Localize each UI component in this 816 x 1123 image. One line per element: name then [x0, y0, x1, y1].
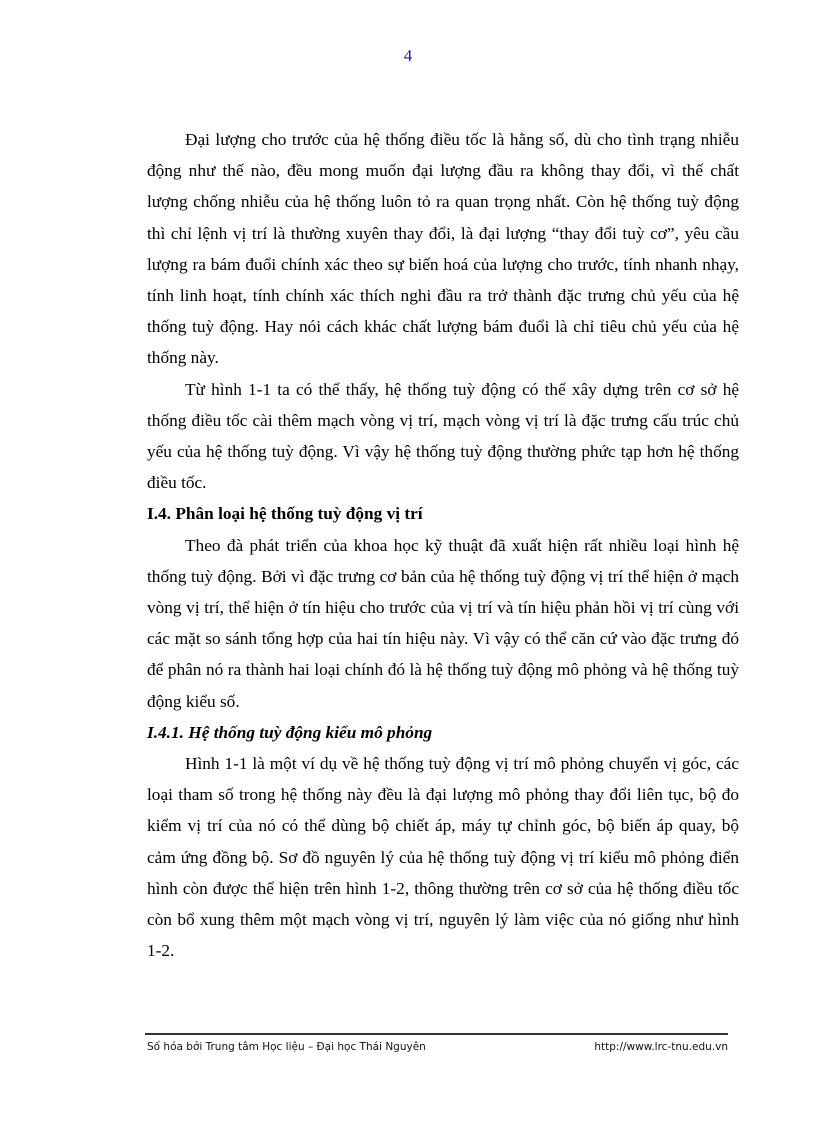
footer-credit: Số hóa bởi Trung tâm Học liệu – Đại học Thái Nguyên: [147, 1041, 426, 1053]
paragraph: Theo đà phát triển của khoa học kỹ thuật đã xuất hiện rất nhiều loại hình hệ thống tuỳ động. Bởi vì đặc trưng cơ bản của hệ thống tuỳ động vị trí thể hiện ở mạch vòng vị trí, thể hiện ở tín hiệu cho trước của vị trí và tín hiệu phản hồi vị trí cùng với các mặt so sánh tổng hợp của hai tín hiệu này. Vì vậy có thể căn cứ vào đặc trưng đó để phân nó ra thành hai loại chính đó là hệ thống tuỳ động mô phỏng và hệ thống tuỳ động kiểu số.: [147, 535, 739, 711]
page-number: 4: [403, 46, 413, 65]
footer-url: http://www.lrc-tnu.edu.vn: [594, 1041, 728, 1053]
paragraph: Hình 1-1 là một ví dụ về hệ thống tuỳ động vị trí mô phỏng chuyển vị góc, các loại tham số trong hệ thống này đều là đại lượng mô phỏng thay đổi liên tục, bộ đo kiểm vị trí của nó có thể dùng bộ chiết áp, máy tự chỉnh góc, bộ biến áp quay, bộ cảm ứng đồng bộ. Sơ đồ nguyên lý của hệ thống tuỳ động vị trí kiểu mô phỏng điển hình còn được thể hiện trên hình 1-2, thông thường trên cơ sở của hệ thống điều tốc còn bổ xung thêm một mạch vòng vị trí, nguyên lý làm việc của nó giống như hình 1-2.: [147, 754, 739, 961]
paragraph: Từ hình 1-1 ta có thể thấy, hệ thống tuỳ động có thể xây dựng trên cơ sở hệ thống điều tốc cài thêm mạch vòng vị trí, mạch vòng vị trí là đặc trưng cấu trúc chủ yếu của hệ thống tuỳ động. Vì vậy hệ thống tuỳ động thường phức tạp hơn hệ thống điều tốc.: [147, 379, 739, 493]
document-body: [147, 124, 739, 966]
subsection-heading: I.4.1. Hệ thống tuỳ động kiểu mô phỏng: [147, 722, 433, 742]
section-heading: I.4. Phân loại hệ thống tuỳ động vị trí: [147, 504, 423, 524]
footer-divider: [145, 1033, 728, 1035]
paragraph: Đại lượng cho trước của hệ thống điều tốc là hằng số, dù cho tình trạng nhiễu động như thế nào, đều mong muốn đại lượng đầu ra không thay đổi, vì thế chất lượng chống nhiễu của hệ thống luôn tỏ ra quan trọng nhất. Còn hệ thống tuỳ động thì chỉ lệnh vị trí là thường xuyên thay đổi, là đại lượng “thay đổi tuỳ cơ”, yêu cầu lượng ra bám đuổi chính xác theo sự biến hoá của lượng cho trước, tính nhanh nhạy, tính linh hoạt, tính chính xác thích nghi đầu ra trở thành đặc trưng chủ yếu của hệ thống tuỳ động. Hay nói cách khác chất lượng bám đuổi là chỉ tiêu chủ yếu của hệ thống này.: [147, 130, 739, 368]
